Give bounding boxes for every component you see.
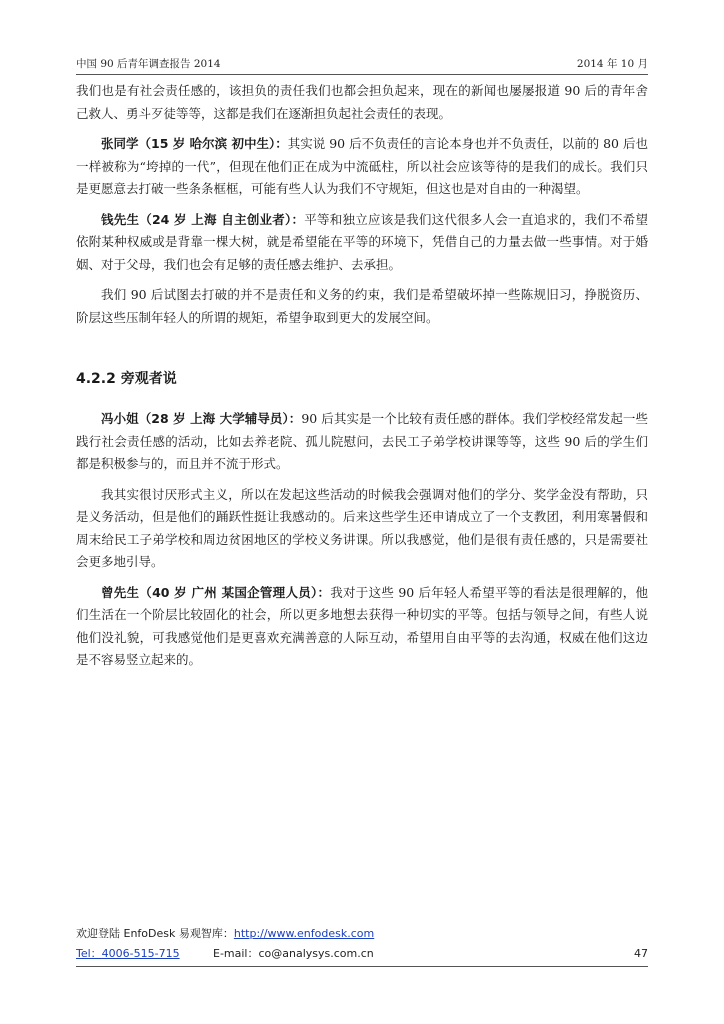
quote-qian: 平等和独立应该是我们这代很多人会一直追求的，我们不希望依附某种权威或是背靠一棵大树，就是希望能在平等的环境下，凭借自己的力量去做一些事情。对于婚姻、对于父母，我们也会有足够的责任感去维护、去承担。 — [76, 211, 648, 272]
section-title: 4.2.2 旁观者说 — [76, 371, 177, 387]
page-header — [76, 56, 648, 75]
quote-zeng: 我对于这些 90 后年轻人希望平等的看法是很理解的，他们生活在一个阶层比较固化的社会，所以更多地想去获得一种切实的平等。包括与领导之间，有些人说他们没礼貌，可我感觉他们是更喜欢充满善意的人际互动，希望用自由平等的去沟通，权威在他们这边是不容易竖立起来的。 — [76, 584, 649, 667]
speaker-zhang: 张同学（15 岁 哈尔滨 初中生）： — [101, 136, 288, 151]
paragraph-feng-continued: 我其实很讨厌形式主义，所以在发起这些活动的时候我会强调对他们的学分、奖学金没有帮助，只是义务活动，但是他们的踊跃性挺让我感动的。后来这些学生还申请成立了一个支教团，利用寒暑假和周末给民工子弟学校和周边贫困地区的学校义务讲课。所以我感觉，他们是很有责任感的，只是需要社会更多地引导。 — [76, 486, 648, 569]
paragraph-zhang — [76, 133, 648, 201]
footer-tel-link[interactable]: Tel：4006-515-715 — [76, 947, 180, 960]
footer-welcome-line — [76, 926, 374, 942]
footer-contact-line — [76, 946, 648, 967]
footer-website-link[interactable]: http://www.enfodesk.com — [233, 927, 375, 940]
paragraph-summary: 我们 90 后试图去打破的并不是责任和义务的约束，我们是希望破坏掉一些陈规旧习，挣脱资历、阶层这些压制年轻人的所谓的规矩，希望争取到更大的发展空间。 — [76, 287, 648, 325]
paragraph-zeng — [76, 582, 648, 672]
page-body — [76, 80, 648, 672]
header-report-title: 中国 90 后青年调查报告 2014 — [76, 58, 221, 70]
paragraph-feng — [76, 408, 648, 476]
paragraph-qian — [76, 209, 648, 277]
page-number: 47 — [634, 947, 648, 960]
footer-email: E-mail：co@analysys.com.cn — [213, 947, 374, 960]
quote-zhang: 其实说 90 后不负责任的言论本身也并不负责任，以前的 80 后也一样被称为“垮掉的一代”，但现在他们正在成为中流砥柱，所以社会应该等待的是我们的成长。我们只是更愿意去打破一些条条框框，可能有些人认为我们不守规矩，但这也是对自由的一种渴望。 — [76, 136, 648, 196]
header-date: 2014 年 10 月 — [576, 58, 648, 70]
speaker-qian: 钱先生（24 岁 上海 自主创业者）： — [101, 211, 305, 227]
footer-welcome-text: 欢迎登陆 EnfoDesk 易观智库： — [76, 927, 234, 940]
speaker-zeng: 曾先生（40 岁 广州 某国企管理人员）： — [101, 584, 331, 600]
speaker-feng: 冯小姐（28 岁 上海 大学辅导员）： — [101, 411, 302, 426]
quote-feng: 90 后其实是一个比较有责任感的群体。我们学校经常发起一些践行社会责任感的活动，比如去养老院、孤儿院慰问，去民工子弟学校讲课等等，这些 90 后的学生们都是积极参与的，而且并不流于形式。 — [76, 411, 648, 471]
paragraph-1: 我们也是有社会责任感的，该担负的责任我们也都会担负起来，现在的新闻也屡屡报道 90 后的青年舍己救人、勇斗歹徒等等，这都是我们在逐渐担负起社会责任的表现。 — [76, 83, 648, 121]
